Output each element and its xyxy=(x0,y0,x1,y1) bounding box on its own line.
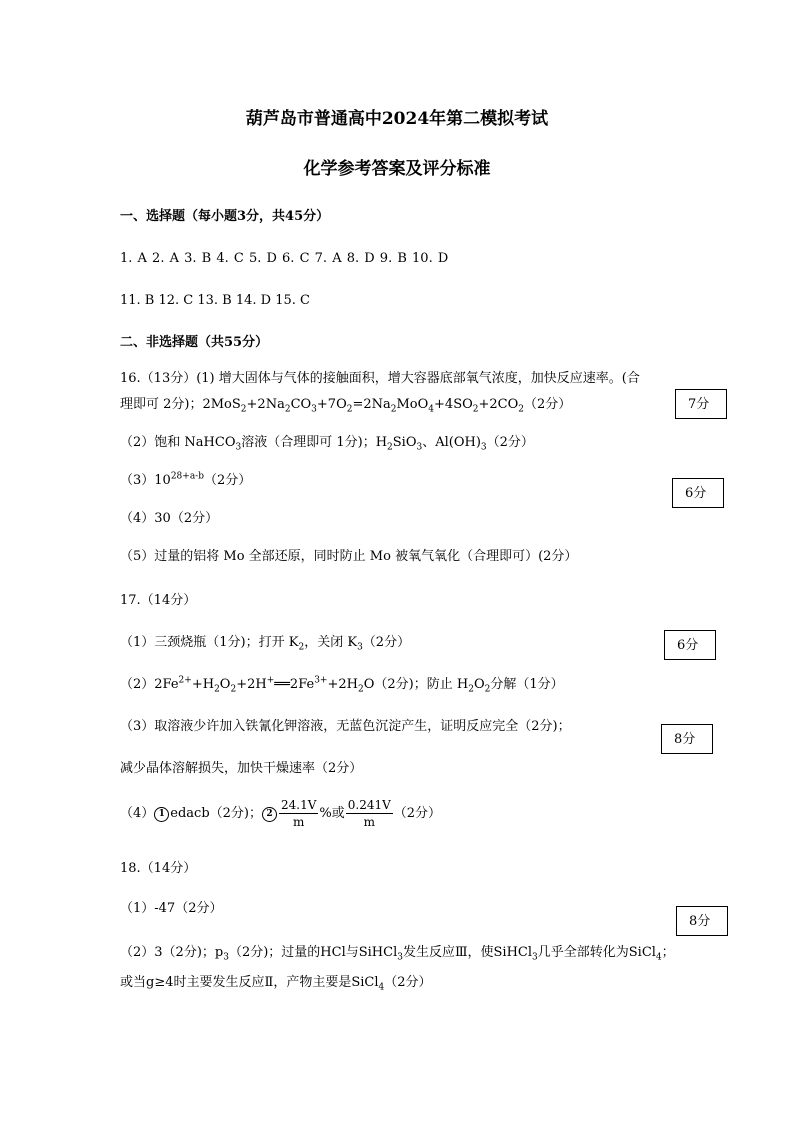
q18-part3: 或当g≥4时主要发生反应Ⅱ，产物主要是SiCl$_4$（2分） xyxy=(120,975,432,993)
q17-part1: （1）三颈烧瓶（1分)；打开 $K_2$，关闭 $K_3(2$分） xyxy=(120,635,411,653)
q16-part3: $(3)10^{28+a-b}(2$分） xyxy=(120,471,252,488)
q17-part4: （4） 1 edacb（2分)； 2 $\frac{24.1V}{m}$ %或 $\frac{0.241V}{m}$ （2分） xyxy=(120,798,442,829)
fraction-2: $\frac{0.241V}{m}$ xyxy=(347,798,391,829)
fraction-1: $\frac{24.1V}{m}$ xyxy=(281,798,317,829)
section2-heading: 二、非选择题（共55分） xyxy=(120,335,269,350)
q16-part5: （5）过量的铝将 Mo 全部还原，同时防止 Mo 被氧气氧化（合理即可）(2分） xyxy=(120,549,578,564)
q17-part3-line1: （3）取溶液少许加入铁氰化钾溶液，无蓝色沉淀产生，证明反应完全（2分)； xyxy=(120,719,571,734)
section1-heading: 一、选择题（每小题3分，共45分） xyxy=(120,209,330,224)
q18-score-box-1: 8分 xyxy=(676,906,728,936)
circled-number-1: 1 xyxy=(154,807,169,822)
q17-score-box-2: 8分 xyxy=(661,724,713,754)
q16-score-box-1: 7分 xyxy=(675,389,727,419)
q17-part3-line2: 减少晶体溶解损失，加快干燥速率（2分） xyxy=(120,761,363,776)
q17-part2: $(2)2Fe^{2+}+H_2O_2+2H^+══2Fe^{3+}+2H_2O(2$分)；防止 $H_2O_2$分解（1分） xyxy=(120,675,564,695)
q16-score-box-2: 6分 xyxy=(672,478,724,508)
q16-part2: （2）饱和 NaHCO$_3$溶液（合理即可 1分)；$H_2SiO_3$、$Al(OH)_3(2$分） xyxy=(120,435,534,453)
exam-subtitle: 化学参考答案及评分标准 xyxy=(303,159,491,179)
q16-part4: （4）30（2分） xyxy=(120,511,219,526)
q18-part1: （1）-47（2分） xyxy=(120,901,223,916)
q16-line2: 理即可 2分)；$2MoS_2+2Na_2CO_3+7O_2=2Na_2MoO_4+4SO_2+2CO_2(2$分） xyxy=(120,397,572,415)
exam-title: 葫芦岛市普通高中2024年第二模拟考试 xyxy=(245,109,549,129)
mc-answers-row1: 1. A 2. A 3. B 4. C 5. D 6. C 7. A 8. D 9. B 10. D xyxy=(120,251,449,266)
q18-part2: （2）3（2分)；$p_3(2$分)；过量的HCl与SiHCl$_3$发生反应Ⅲ，使SiHCl$_3$几乎全部转化为SiCl$_4$； xyxy=(120,945,675,963)
q16-line1: 16.（13分）(1) 增大固体与气体的接触面积，增大容器底部氧气浓度，加快反应速率。(合 xyxy=(120,371,640,386)
circled-number-2: 2 xyxy=(262,807,277,822)
q17-score-box-1: 6分 xyxy=(664,630,716,660)
q17-heading: 17.（14分） xyxy=(120,593,197,608)
mc-answers-row2: 11. B 12. C 13. B 14. D 15. C xyxy=(120,293,310,308)
q18-heading: 18.（14分） xyxy=(120,861,197,876)
